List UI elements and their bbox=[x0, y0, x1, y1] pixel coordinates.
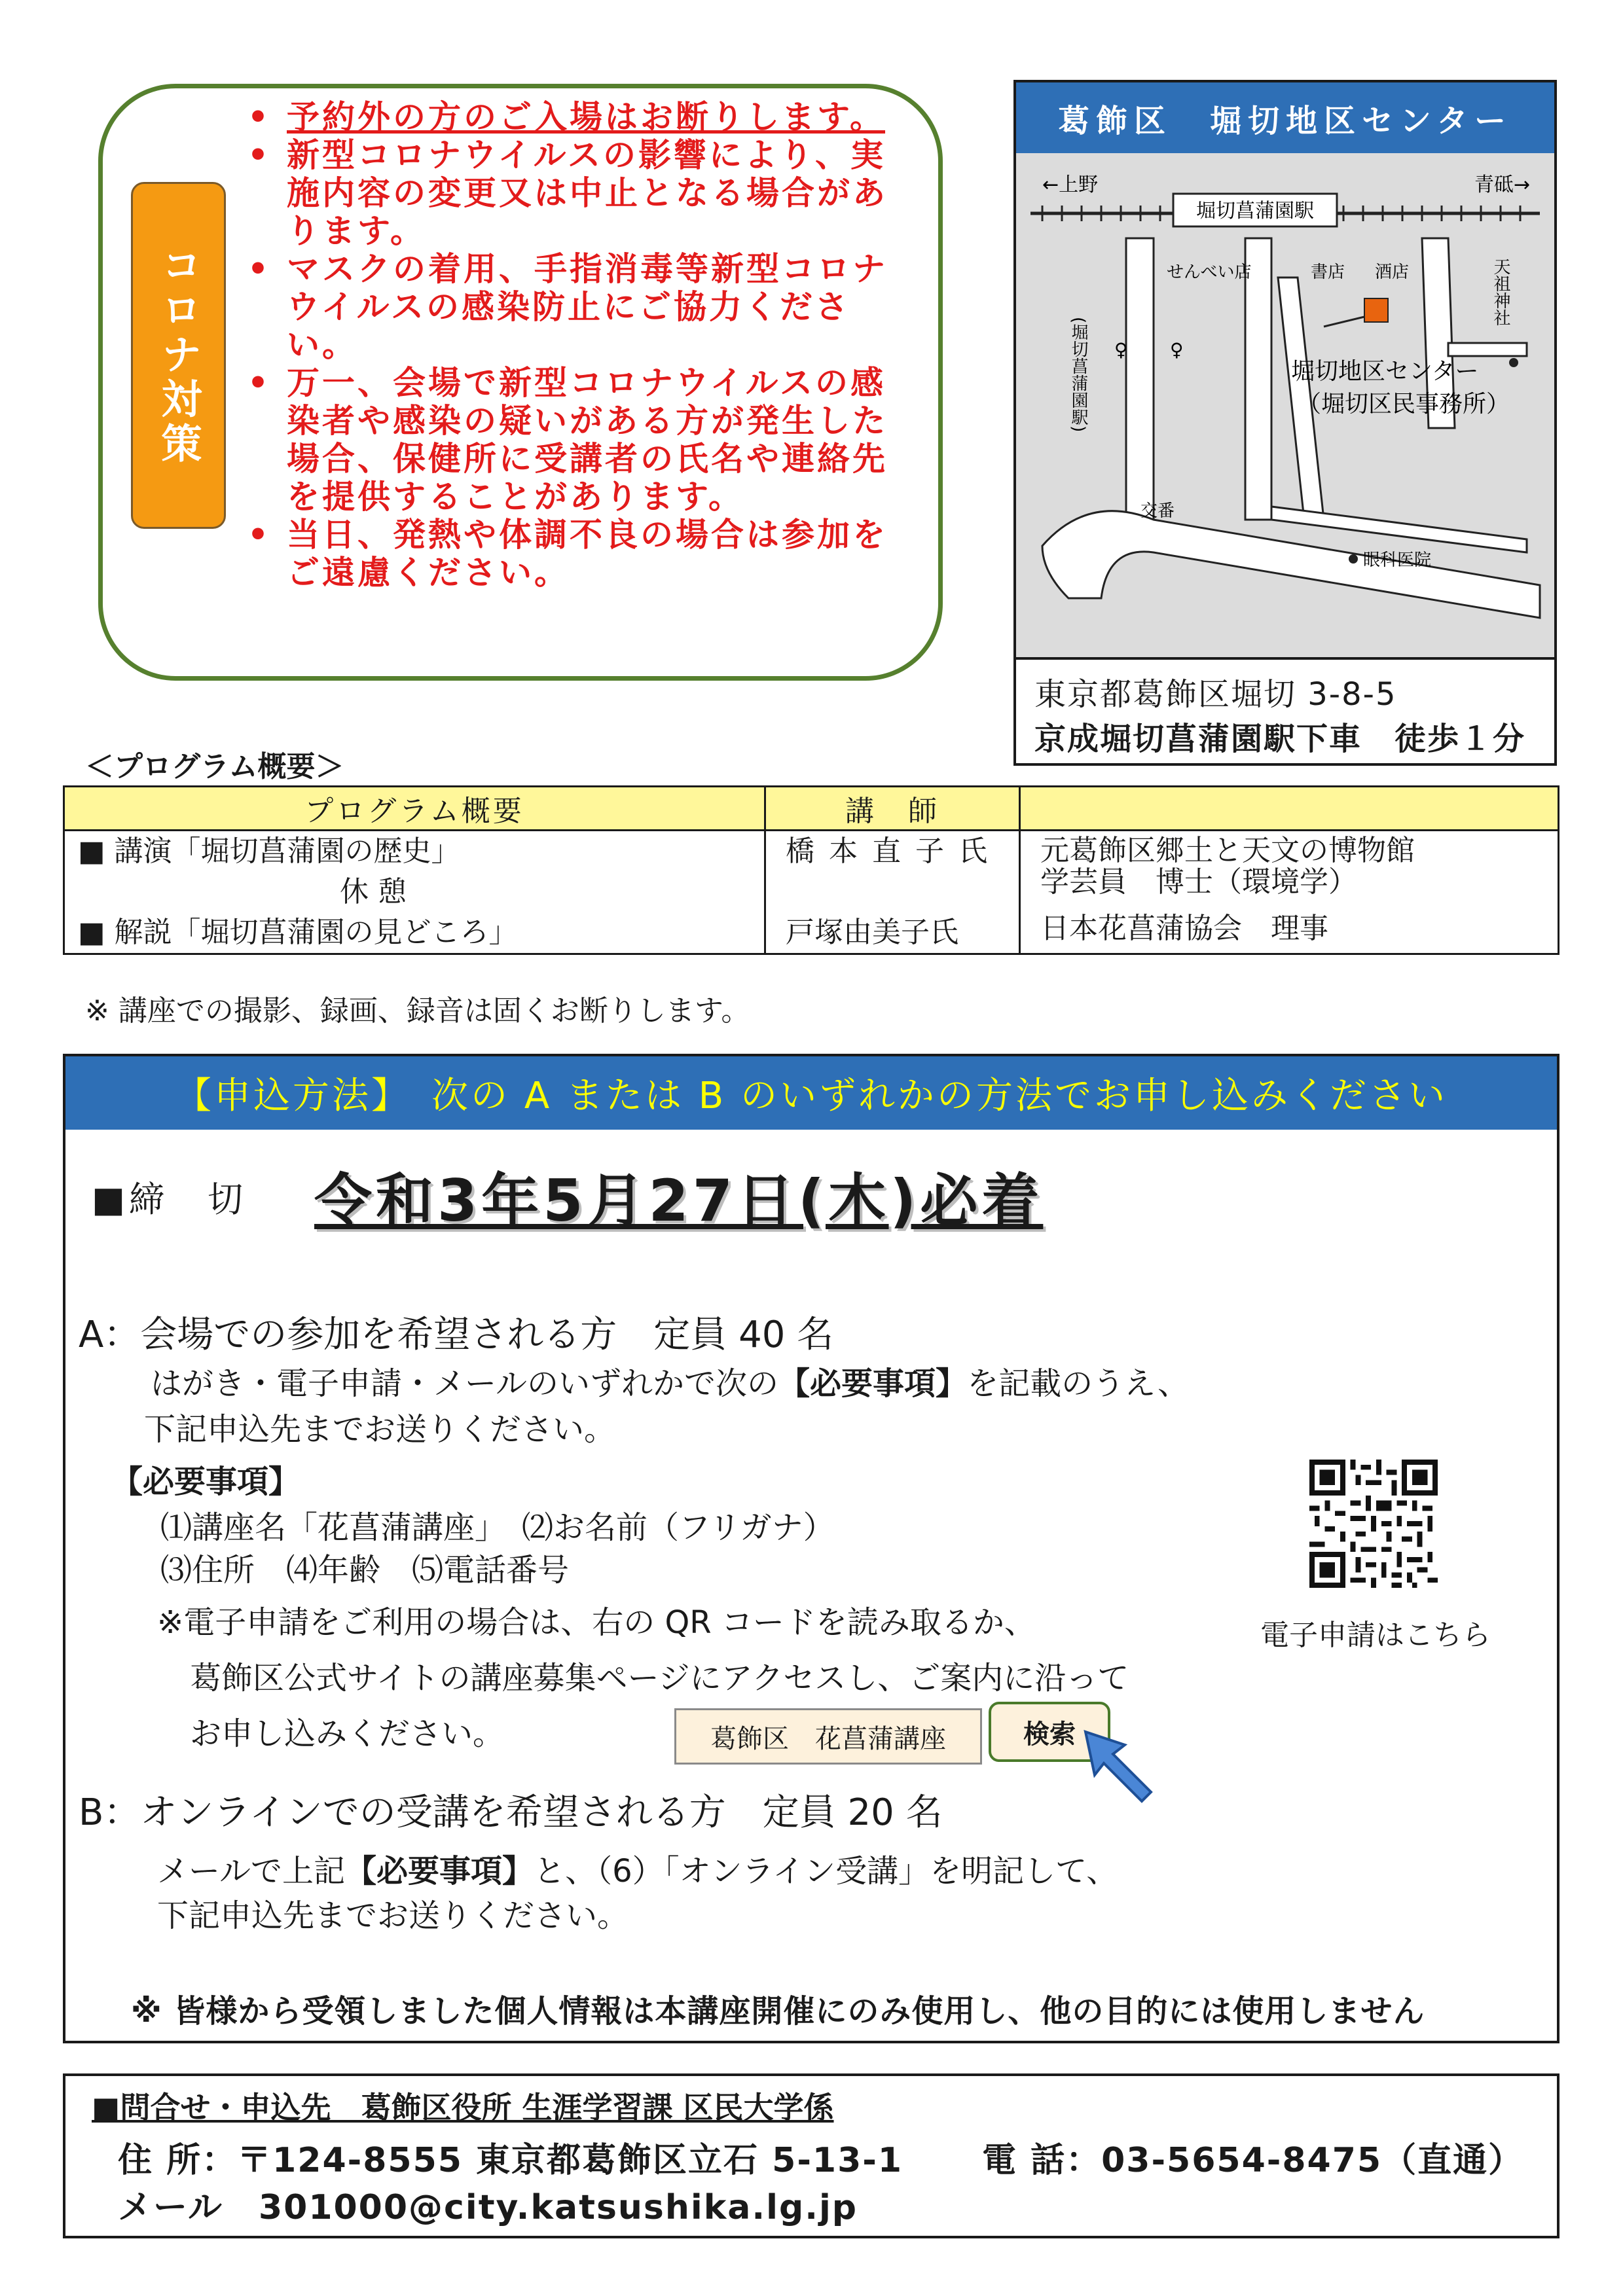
table-header-lecturer: 講 師 bbox=[765, 787, 1020, 831]
center-label: 堀切地区センター bbox=[1291, 358, 1479, 385]
table-row bbox=[64, 831, 1559, 954]
option-b-title: B：オンラインでの受講を希望される方 定員 20 名 bbox=[79, 1791, 943, 1834]
corona-item: • 新型コロナウイルスの影響により、実施内容の変更又は中止となる場合があります。 bbox=[242, 136, 897, 250]
shrine-dot bbox=[1509, 358, 1518, 367]
program-break: 休 憩 bbox=[340, 875, 407, 908]
application-banner: 【申込方法】 次の A または B のいずれかの方法でお申し込みください bbox=[65, 1056, 1557, 1130]
station-vertical-label: (堀切菖蒲園駅) bbox=[1068, 317, 1088, 433]
qr-code-icon[interactable] bbox=[1309, 1460, 1438, 1588]
station-label: 堀切菖蒲園駅 bbox=[1196, 200, 1314, 223]
map-title: 葛飾区 堀切地区センター bbox=[1016, 82, 1554, 153]
affiliation-1-line2: 学芸員 博士（環境学） bbox=[1040, 865, 1357, 899]
corona-tag bbox=[131, 182, 226, 529]
table-header-program: プログラム概要 bbox=[64, 787, 765, 831]
cursor-arrow-icon bbox=[1079, 1725, 1164, 1810]
corona-list bbox=[242, 98, 897, 592]
deadline-label: ■締 切 bbox=[92, 1179, 247, 1220]
venue-access: 京成堀切菖蒲園駅下車 徒歩１分 bbox=[1034, 721, 1526, 757]
lecturer-1: 橋 本 直 子 氏 bbox=[786, 834, 990, 868]
search-input[interactable] bbox=[674, 1708, 982, 1765]
post-icon: ♀ bbox=[1170, 339, 1184, 361]
lecturer-2: 戸塚由美子氏 bbox=[786, 916, 958, 949]
e-application-line1: ※電子申請をご利用の場合は、右の QR コードを読み取るか、 bbox=[157, 1604, 1036, 1641]
search-button[interactable]: 検索 bbox=[989, 1702, 1110, 1762]
corona-item: • マスクの着用、手指消毒等新型コロナウイルスの感染防止にご協力ください。 bbox=[242, 250, 897, 364]
program-item-1: ■ 講演「堀切菖蒲園の歴史」 bbox=[78, 834, 460, 868]
contact-phone[interactable]: 電 話：03-5654-8475（直通） bbox=[982, 2141, 1524, 2180]
corona-item: • 予約外の方のご入場はお断りします。 bbox=[242, 98, 897, 136]
program-table bbox=[63, 785, 1559, 955]
option-b-line2: 下記申込先までお送りください。 bbox=[157, 1897, 629, 1934]
aoto-label: 青砥→ bbox=[1474, 173, 1531, 196]
option-a-line1: はがき・電子申請・メールのいずれかで次の【必要事項】を記載のうえ、 bbox=[151, 1365, 1189, 1402]
map-graphic bbox=[1016, 153, 1554, 657]
corona-item: • 当日、発熱や体調不良の場合は参加をご遠慮ください。 bbox=[242, 516, 897, 592]
shoten-label: 書店 bbox=[1311, 262, 1345, 282]
e-application-line3: お申し込みください。 bbox=[190, 1715, 505, 1752]
privacy-note: ※ 皆様から受領しました個人情報は本講座開催にのみ使用し、他の目的には使用しません bbox=[131, 1993, 1425, 2030]
contact-email[interactable]: メール 301000@city.katsushika.lg.jp bbox=[118, 2188, 858, 2227]
contact-address: 住 所：〒124-8555 東京都葛飾区立石 5-13-1 bbox=[118, 2141, 903, 2180]
option-a-line2: 下記申込先までお送りください。 bbox=[144, 1411, 616, 1448]
program-item-2: ■ 解説「堀切菖蒲園の見どころ」 bbox=[78, 916, 518, 949]
affiliation-1-line1: 元葛飾区郷土と天文の博物館 bbox=[1040, 834, 1415, 867]
ueno-label: ←上野 bbox=[1042, 173, 1099, 196]
required-items-line1: ⑴講座名「花菖蒲講座」 ⑵お名前（フリガナ） bbox=[160, 1509, 835, 1546]
koban-label: 交番 bbox=[1140, 501, 1175, 521]
option-a-title: A：会場での参加を希望される方 定員 40 名 bbox=[79, 1314, 834, 1356]
deadline-date: 令和3年5月27日(木)必着 bbox=[314, 1167, 1044, 1234]
venue-address: 東京都葛飾区堀切 3-8-5 bbox=[1034, 676, 1397, 713]
shrine-label: 天祖神社 bbox=[1491, 258, 1510, 326]
affiliation-2: 日本花菖蒲協会 理事 bbox=[1040, 912, 1328, 945]
center-marker bbox=[1364, 298, 1388, 322]
required-items-line2: ⑶住所 ⑷年齢 ⑸電話番号 bbox=[160, 1552, 570, 1588]
sakaya-label: 酒店 bbox=[1375, 262, 1410, 282]
required-items-heading: 【必要事項】 bbox=[111, 1463, 301, 1500]
option-b-line1: メールで上記【必要事項】と、（6）「オンライン受講」を明記して、 bbox=[157, 1853, 1118, 1890]
senbei-label: せんべい店 bbox=[1167, 262, 1252, 282]
search-input-text: 葛飾区 花菖蒲講座 bbox=[710, 1723, 946, 1754]
corona-tag-label: コロナ対策 bbox=[155, 244, 202, 467]
recording-note: ※ 講座での撮影、録画、録音は固くお断りします。 bbox=[85, 994, 750, 1028]
contact-heading: ■問合せ・申込先 葛飾区役所 生涯学習課 区民大学係 bbox=[92, 2090, 834, 2125]
qr-caption: 電子申請はこちら bbox=[1260, 1619, 1491, 1652]
center-sub-label: （堀切区民事務所） bbox=[1298, 391, 1510, 418]
e-application-line2: 葛飾区公式サイトの講座募集ページにアクセスし、ご案内に沿って bbox=[190, 1660, 1129, 1696]
post-icon: ♀ bbox=[1114, 339, 1128, 361]
program-heading: ＜プログラム概要＞ bbox=[85, 750, 344, 783]
table-header-affiliation bbox=[1020, 787, 1559, 831]
corona-item: • 万一、会場で新型コロナウイルスの感染者や感染の疑いがある方が発生した場合、保健所に受講者の氏名や連絡先を提供することがあります。 bbox=[242, 364, 897, 516]
ganka-dot bbox=[1349, 554, 1358, 564]
access-map bbox=[1016, 153, 1554, 657]
ganka-label: 眼科医院 bbox=[1363, 550, 1432, 570]
